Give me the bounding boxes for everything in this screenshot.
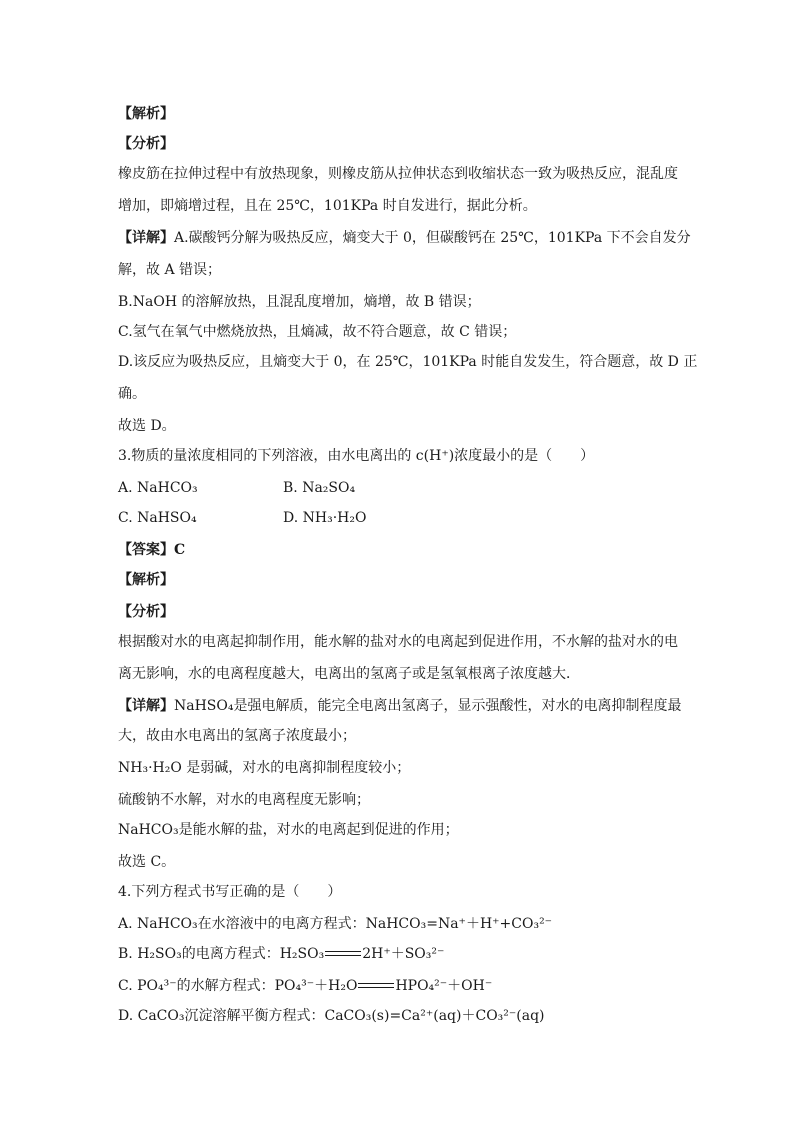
detail2-line-4: 硫酸钠不水解，对水的电离程度无影响； [118,792,370,808]
option-4c [118,976,688,996]
option-4d: D. CaCO₃沉淀溶解平衡方程式：CaCO₃(s)=Ca²⁺(aq)＋CO₃²⁻(aq) [118,1008,545,1024]
option-4b-right: 2H⁺＋SO₃²⁻ [362,946,445,962]
detail-line-5: D.该反应为吸热反应，且熵变大于 0，在 25℃，101KPa 时能自发发生，符合题意，故 D 正 [118,354,698,370]
detail2-line-2: 大，故由水电离出的氢离子浓度最小； [118,728,356,744]
heading-fenxi: 【分析】 [118,136,174,152]
equilibrium-arrow-icon [325,949,361,959]
analysis2-line-2: 离无影响，水的电离程度越大，电离出的氢离子或是氢氧根离子浓度越大． [118,666,580,682]
detail-text: A.碳酸钙分解为吸热反应，熵变大于 0，但碳酸钙在 25℃，101KPa 下不会自发分 [174,230,691,246]
detail2-text: NaHSO₄是强电解质，能完全电离出氢离子，显示强酸性，对水的电离抑制程度最 [174,698,682,714]
equilibrium-arrow-icon [358,981,394,991]
detail-line-2: 解，故 A 错误； [118,262,222,278]
detail2-line-5: NaHCO₃是能水解的盐，对水的电离起到促进的作用； [118,822,459,838]
option-3d: D. NH₃·H₂O [283,510,367,526]
option-4c-left: C. PO₄³⁻的水解方程式：PO₄³⁻＋H₂O [118,978,358,994]
question-3: 3.物质的量浓度相同的下列溶液，由水电离出的 c(H⁺)浓度最小的是（ ） [118,448,595,464]
analysis-line-2: 增加，即熵增过程，且在 25℃，101KPa 时自发进行，据此分析。 [118,198,537,214]
answer-line: 【答案】C [118,542,186,558]
heading-fenxi-2: 【分析】 [118,604,174,620]
detail-line-4: C.氢气在氧气中燃烧放热，且熵减，故不符合题意，故 C 错误； [118,324,517,340]
option-4a: A. NaHCO₃在水溶液中的电离方程式：NaHCO₃=Na⁺＋H⁺+CO₃²⁻ [118,916,553,932]
conclusion-line: 故选 D。 [118,418,176,434]
option-3b: B. Na₂SO₄ [283,480,356,496]
detail-line-1 [118,228,691,248]
option-3c: C. NaHSO₄ [118,510,197,526]
heading-jiexi: 【解析】 [118,106,174,122]
conclusion2-line: 故选 C。 [118,854,176,870]
analysis2-line-1: 根据酸对水的电离起抑制作用，能水解的盐对水的电离起到促进作用，不水解的盐对水的电 [118,634,678,650]
detail2-line-1 [118,696,688,716]
detail-line-3: B.NaOH 的溶解放热，且混乱度增加，熵增，故 B 错误； [118,294,481,310]
question-4: 4.下列方程式书写正确的是（ ） [118,884,342,900]
detail-line-6: 确。 [118,386,146,402]
option-4b-left: B. H₂SO₃的电离方程式：H₂SO₃ [118,946,325,962]
heading-xiangjie-2: 【详解】 [118,698,174,714]
heading-jiexi-2: 【解析】 [118,572,174,588]
analysis-line-1: 橡皮筋在拉伸过程中有放热现象，则橡皮筋从拉伸状态到收缩状态一致为吸热反应，混乱度 [118,166,678,182]
heading-xiangjie: 【详解】 [118,230,174,246]
detail2-line-3: NH₃·H₂O 是弱碱，对水的电离抑制程度较小； [118,760,411,776]
option-3a: A. NaHCO₃ [118,480,198,496]
option-4c-right: HPO₄²⁻＋OH⁻ [395,978,493,994]
option-4b [118,944,688,964]
